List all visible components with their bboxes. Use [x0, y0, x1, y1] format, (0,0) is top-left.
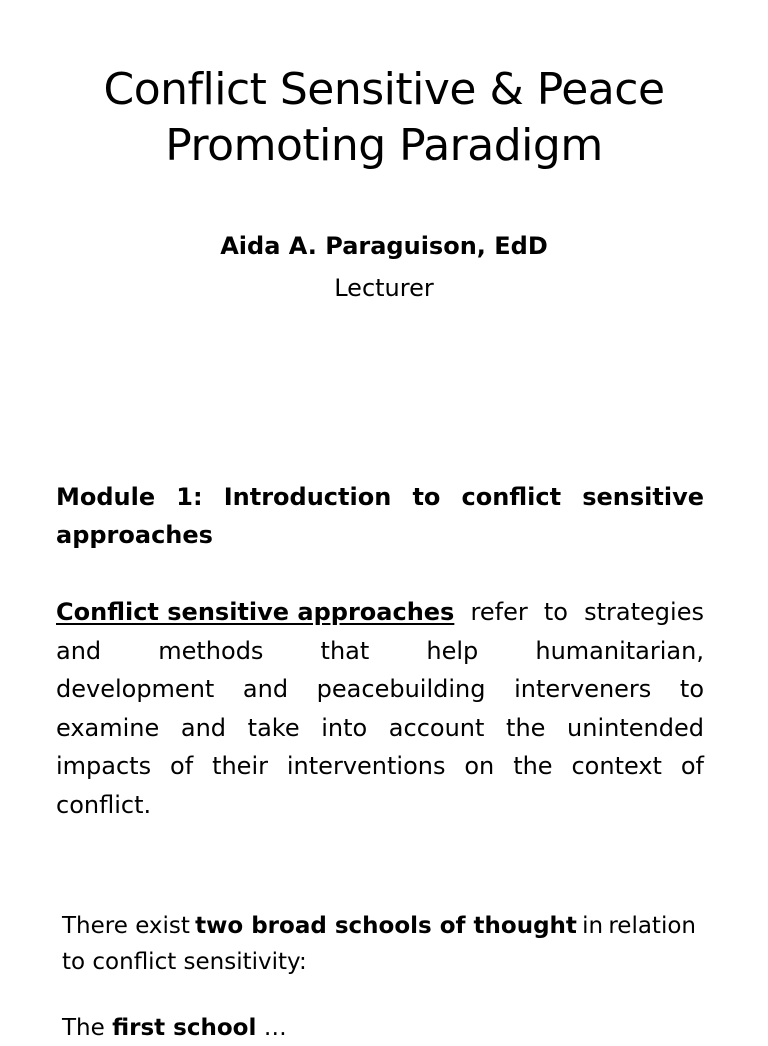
module-word: conflict [461, 483, 562, 511]
definition-word: context [571, 752, 662, 780]
author-role: Lecturer [334, 274, 434, 302]
definition-line-4 [56, 709, 704, 748]
definition-word: on [464, 752, 495, 780]
definition-word: to [679, 675, 704, 703]
truncated-line [62, 1010, 287, 1046]
definition-word: strategies [584, 598, 704, 626]
definition-word: and [242, 675, 289, 703]
schools-word: in [582, 913, 604, 939]
module-heading-line-2: approaches [56, 521, 213, 549]
defined-term: Conflict sensitive approaches [56, 598, 455, 626]
definition-word: and [180, 713, 227, 742]
module-word: to [412, 483, 441, 511]
schools-line-1 [62, 908, 696, 944]
truncated-prefix: The [62, 1015, 105, 1041]
definition-word: of [170, 752, 194, 780]
definition-word: account [388, 713, 485, 742]
definition-word: their [212, 752, 268, 780]
definition-word: the [513, 752, 553, 780]
definition-word: refer [470, 598, 528, 626]
definition-word: impacts [56, 752, 152, 780]
schools-text: There exist [62, 913, 190, 939]
schools-emphasis: two broad schools of thought [195, 913, 577, 939]
definition-word: that [320, 636, 370, 665]
definition-word: development [56, 675, 215, 703]
definition-word: take [247, 713, 300, 742]
title-line-2: Promoting Paradigm [165, 120, 603, 171]
truncated-emphasis: first school [112, 1015, 257, 1041]
page-title [40, 62, 728, 174]
module-word: Introduction [223, 483, 392, 511]
definition-word: unintended [567, 713, 704, 742]
schools-word: relation [608, 913, 696, 939]
module-word: Module [56, 483, 156, 511]
module-word: 1: [176, 483, 203, 511]
module-heading [56, 478, 704, 554]
definition-word: into [321, 713, 368, 742]
definition-word: examine [56, 713, 160, 742]
definition-line-1 [56, 593, 704, 632]
schools-line-2 [62, 944, 696, 980]
definition-word: methods [158, 636, 264, 665]
definition-line-6 [56, 786, 704, 825]
definition-word: the [506, 713, 546, 742]
definition-word: peacebuilding [316, 675, 486, 703]
definition-line-3 [56, 670, 704, 709]
definition-word: interventions [286, 752, 446, 780]
definition-word: of [680, 752, 704, 780]
schools-paragraph [62, 908, 696, 980]
definition-word: to [543, 598, 568, 626]
definition-line-5 [56, 747, 704, 786]
module-word: sensitive [582, 483, 704, 511]
definition-line-2 [56, 632, 704, 671]
definition-paragraph [56, 593, 704, 824]
definition-word: humanitarian, [535, 636, 704, 665]
definition-word: help [426, 636, 479, 665]
schools-text: to conflict sensitivity: [62, 949, 307, 975]
module-heading-line-1 [56, 478, 704, 516]
definition-word: and [56, 636, 102, 665]
author-name: Aida A. Paraguison, EdD [220, 232, 548, 260]
definition-word: interveners [514, 675, 652, 703]
truncated-rest: … [263, 1015, 287, 1041]
title-line-1: Conflict Sensitive & Peace [103, 64, 665, 115]
definition-word: conflict. [56, 790, 152, 819]
